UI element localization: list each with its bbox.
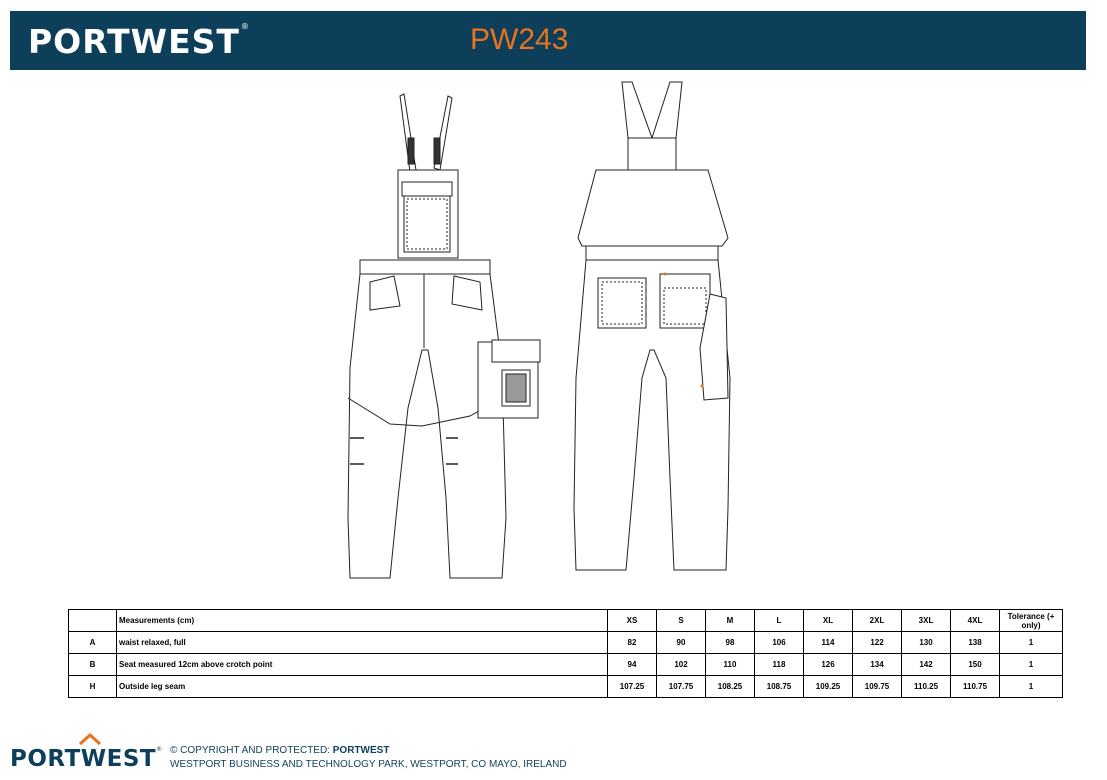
row-letter: H <box>69 676 117 698</box>
tolerance-cell: 1 <box>1000 676 1063 698</box>
table-header-row <box>69 610 1063 632</box>
table-row <box>69 632 1063 654</box>
table-cell: 107.25 <box>608 676 657 698</box>
copyright-prefix: © COPYRIGHT AND PROTECTED: <box>170 745 333 756</box>
table-cell: 109.25 <box>804 676 853 698</box>
copyright-line <box>170 744 567 758</box>
table-cell: 130 <box>902 632 951 654</box>
table-cell: 107.75 <box>657 676 706 698</box>
table-cell: 122 <box>853 632 902 654</box>
row-letter: A <box>69 632 117 654</box>
copyright-brand: PORTWEST <box>332 745 390 756</box>
header-bar <box>10 11 1086 70</box>
table-cell: 98 <box>706 632 755 654</box>
measurements-table <box>68 609 1063 698</box>
letter-header <box>69 610 117 632</box>
size-header: S <box>657 610 706 632</box>
footer-registered-mark: ® <box>156 746 163 753</box>
tolerance-header: Tolerance (+ only) <box>1000 610 1063 632</box>
size-header: 2XL <box>853 610 902 632</box>
table-cell: 108.25 <box>706 676 755 698</box>
table-cell: 150 <box>951 654 1000 676</box>
product-code: PW243 <box>470 23 569 56</box>
row-description: Outside leg seam <box>117 676 608 698</box>
footer-brand-name: PORTWEST <box>10 746 157 772</box>
size-header: 3XL <box>902 610 951 632</box>
table-cell: 110.75 <box>951 676 1000 698</box>
table-cell: 114 <box>804 632 853 654</box>
chevron-logo-icon <box>78 732 102 746</box>
size-header: XS <box>608 610 657 632</box>
size-header: 4XL <box>951 610 1000 632</box>
table-cell: 110 <box>706 654 755 676</box>
table-cell: 82 <box>608 632 657 654</box>
copyright-block <box>170 744 567 772</box>
size-header: M <box>706 610 755 632</box>
table-cell: 108.75 <box>755 676 804 698</box>
bib-overall-back-icon <box>574 82 730 570</box>
brand-logo <box>28 22 250 61</box>
footer-logo <box>10 746 163 772</box>
row-description: waist relaxed, full <box>117 632 608 654</box>
table-row <box>69 676 1063 698</box>
brand-name: PORTWEST <box>28 22 240 61</box>
table-cell: 138 <box>951 632 1000 654</box>
table-cell: 142 <box>902 654 951 676</box>
table-cell: 118 <box>755 654 804 676</box>
row-description: Seat measured 12cm above crotch point <box>117 654 608 676</box>
size-header: XL <box>804 610 853 632</box>
address-line: WESTPORT BUSINESS AND TECHNOLOGY PARK, WESTPORT, CO MAYO, IRELAND <box>170 759 567 770</box>
table-cell: 110.25 <box>902 676 951 698</box>
table-cell: 109.75 <box>853 676 902 698</box>
footer <box>10 732 1090 776</box>
size-header: L <box>755 610 804 632</box>
table-cell: 126 <box>804 654 853 676</box>
registered-mark: ® <box>240 22 250 31</box>
tolerance-cell: 1 <box>1000 654 1063 676</box>
table-row <box>69 654 1063 676</box>
measurements-header: Measurements (cm) <box>117 610 608 632</box>
row-letter: B <box>69 654 117 676</box>
table-cell: 90 <box>657 632 706 654</box>
bib-overall-front-icon <box>348 94 540 578</box>
table-cell: 102 <box>657 654 706 676</box>
table-cell: 94 <box>608 654 657 676</box>
table-cell: 106 <box>755 632 804 654</box>
technical-drawings <box>330 78 750 584</box>
tolerance-cell: 1 <box>1000 632 1063 654</box>
table-cell: 134 <box>853 654 902 676</box>
